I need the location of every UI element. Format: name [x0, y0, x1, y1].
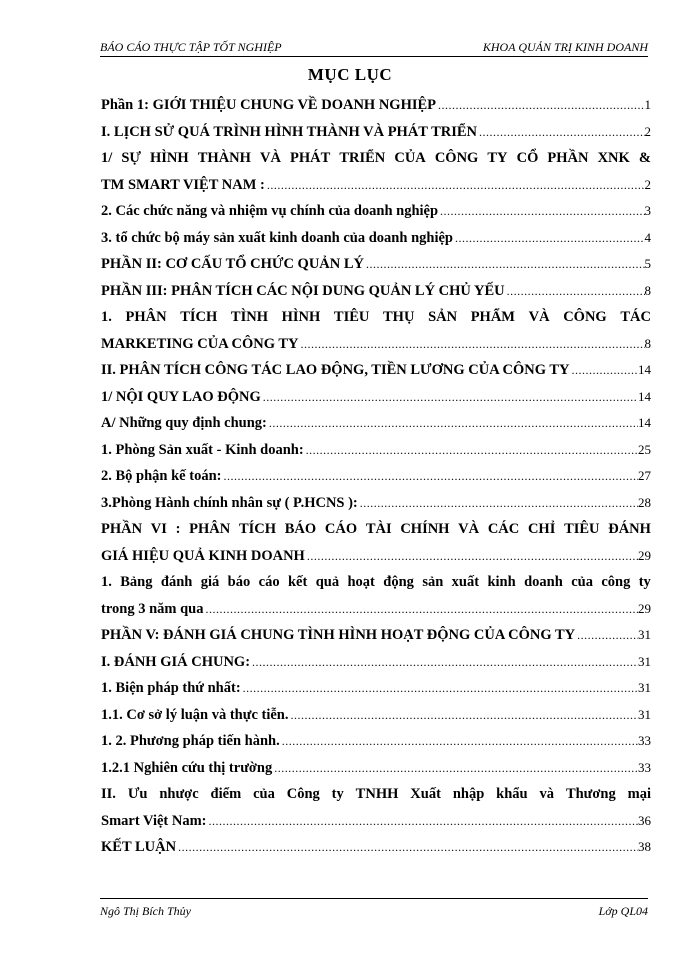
toc-entry-text: A/ Những quy định chung: [101, 415, 267, 431]
toc-entry-text: KẾT LUẬN [101, 839, 177, 855]
toc-word: của [571, 574, 593, 590]
toc-page-number: 8 [644, 282, 651, 298]
dot-leader [274, 755, 638, 782]
toc-page-number: 33 [638, 733, 651, 748]
toc-entry-text: TM SMART VIỆT NAM : [101, 176, 265, 193]
toc-word: nhược [159, 786, 199, 802]
dot-leader [209, 808, 638, 835]
footer-class: Lớp QL04 [598, 904, 648, 918]
dot-leader [577, 622, 638, 649]
toc-word: THÀNH [197, 150, 251, 166]
toc-word: CỦA [394, 150, 426, 166]
toc-word: Thương [565, 786, 616, 802]
toc-word: cáo [258, 574, 280, 590]
toc-entry-text: MARKETING CỦA CÔNG TY [101, 335, 299, 352]
toc-page-number: 36 [638, 812, 651, 828]
dot-leader [252, 649, 638, 676]
toc-page-number: 14 [638, 415, 651, 430]
toc-entry-text: 1.2.1 Nghiên cứu thị trường [101, 759, 273, 776]
toc-entry-text: II. PHÂN TÍCH CÔNG TÁC LAO ĐỘNG, TIỀN LƯƠNG CỦA CÔNG TY [101, 362, 570, 378]
toc-word: khẩu [496, 786, 528, 802]
dot-leader [507, 278, 645, 305]
dot-leader [178, 834, 638, 861]
toc-word: PHẦN [101, 521, 143, 537]
toc-entry[interactable] [101, 198, 651, 225]
toc-word: PHÁT [290, 150, 331, 166]
toc-entry-text: Phần 1: GIỚI THIỆU CHUNG VỀ DOANH NGHIỆP [101, 97, 437, 113]
dot-leader [479, 119, 644, 146]
toc-word: VÀ [528, 309, 550, 325]
dot-leader [282, 728, 638, 755]
toc-word: điểm [210, 786, 242, 802]
toc-word: SỰ [121, 150, 141, 166]
toc-word: HÌNH [281, 309, 321, 325]
footer-author: Ngô Thị Bích Thủy [100, 904, 192, 918]
toc-entry[interactable] [101, 437, 651, 464]
dot-leader [301, 331, 645, 358]
toc-entry-text: 1.1. Cơ sở lý luận và thực tiễn. [101, 706, 289, 723]
toc-entry-text: 3.Phòng Hành chính nhân sự ( P.HCNS ): [101, 494, 358, 511]
toc-word: & [638, 150, 651, 166]
dot-leader [306, 437, 638, 464]
toc-entry[interactable] [101, 357, 651, 384]
toc-entry-text: I. ĐÁNH GIÁ CHUNG: [101, 653, 251, 670]
toc-word: TIÊU [333, 309, 370, 325]
toc-page-number: 31 [638, 706, 651, 722]
toc-word: 1. [101, 309, 112, 325]
toc-entry-text: Smart Việt Nam: [101, 812, 207, 829]
toc-word: XNK [597, 150, 630, 166]
toc-word: đánh [160, 574, 193, 590]
toc-word: động [383, 574, 414, 590]
toc-word: TÀI [365, 521, 392, 537]
toc-word: TIÊU [564, 521, 600, 537]
dot-leader [440, 198, 644, 225]
toc-entry-text: 2. Bộ phận kế toán: [101, 468, 222, 484]
toc-entry[interactable] [101, 384, 651, 411]
toc-word: CÁC [487, 521, 520, 537]
toc-page-number: 27 [638, 468, 651, 483]
toc-entry-text: 2. Các chức năng và nhiệm vụ chính của doanh nghiệp [101, 203, 439, 219]
dot-leader [360, 490, 638, 517]
toc-page-number: 25 [638, 441, 651, 457]
toc-entry[interactable] [101, 490, 651, 517]
toc-entry[interactable] [101, 516, 651, 569]
toc-word: VÀ [259, 150, 281, 166]
toc-word: của [253, 786, 275, 802]
toc-entry[interactable] [101, 251, 651, 278]
dot-leader [572, 357, 639, 384]
toc-word: CÁO [324, 521, 358, 537]
toc-word: Ưu [127, 786, 148, 802]
toc-page-number: 31 [638, 680, 651, 695]
toc-entry-text: 1. 2. Phương pháp tiến hành. [101, 733, 280, 749]
toc-page-number: 14 [638, 362, 651, 377]
toc-word: doanh [524, 574, 563, 590]
toc-entry[interactable] [101, 755, 651, 782]
toc-entry[interactable] [101, 92, 651, 119]
toc-word: ty [331, 786, 344, 802]
toc-word: : [175, 521, 181, 537]
toc-page-number: 29 [638, 547, 651, 563]
toc-word: 1/ [101, 150, 113, 166]
toc-entry-text: 3. tổ chức bộ máy sản xuất kinh doanh của doanh nghiệp [101, 229, 453, 246]
toc-entry[interactable] [101, 649, 651, 676]
toc-word: VI [150, 521, 167, 537]
toc-entry-first-line [101, 516, 651, 543]
toc-word: TÍCH [180, 309, 218, 325]
toc-page-number: 14 [638, 388, 651, 404]
toc-page-number: 3 [644, 203, 651, 218]
toc-word: CÔNG [434, 150, 479, 166]
toc-word: BÁO [284, 521, 317, 537]
toc-word: báo [227, 574, 251, 590]
toc-word: TY [487, 150, 508, 166]
toc-entry[interactable] [101, 119, 651, 146]
dot-leader [243, 675, 638, 702]
toc-word: PHÂN [125, 309, 167, 325]
toc-entry[interactable] [101, 145, 651, 198]
toc-word: kinh [487, 574, 516, 590]
header-report-title: BÁO CÁO THỰC TẬP TỐT NGHIỆP [100, 40, 282, 54]
toc-word: hoạt [347, 574, 375, 590]
toc-page-number: 5 [644, 256, 651, 271]
toc-title: MỤC LỤC [307, 65, 393, 84]
dot-leader [438, 92, 644, 119]
toc-word: ĐÁNH [608, 521, 651, 537]
toc-word: kết [287, 574, 308, 590]
toc-page-number: 33 [638, 759, 651, 775]
toc-entry-first-line [101, 145, 651, 172]
dot-leader [263, 384, 638, 411]
toc-word: TRIỂN [339, 150, 386, 166]
dot-leader [291, 702, 639, 729]
toc-word: Bảng [120, 574, 153, 590]
toc-entry[interactable] [101, 675, 651, 702]
toc-entry[interactable] [101, 569, 651, 622]
toc-word: nhập [452, 786, 485, 802]
toc-word: ty [638, 574, 651, 590]
toc-entry[interactable] [101, 702, 651, 729]
dot-leader [267, 172, 645, 199]
toc-page-number: 31 [638, 627, 651, 642]
toc-word: VÀ [458, 521, 480, 537]
toc-page-number: 1 [644, 97, 651, 112]
toc-word: 1. [101, 574, 112, 590]
toc-page-number: 2 [644, 123, 651, 139]
toc-word: xuất [451, 574, 480, 590]
toc-word: sản [422, 574, 444, 590]
toc-entry-text: PHẦN V: ĐÁNH GIÁ CHUNG TÌNH HÌNH HOẠT ĐỘNG CỦA CÔNG TY [101, 627, 576, 643]
toc-entry-text: 1. Phòng Sản xuất - Kinh doanh: [101, 441, 304, 458]
toc-entry[interactable] [101, 728, 651, 755]
toc-entry[interactable] [101, 278, 651, 305]
toc-word: CHÍNH [400, 521, 450, 537]
toc-word: và [539, 786, 555, 802]
page-footer [100, 898, 648, 921]
toc-entry-first-line [101, 781, 651, 808]
toc-word: SẢN [428, 309, 458, 325]
toc-word: CHỈ [527, 521, 556, 537]
toc-entry-text: I. LỊCH SỬ QUÁ TRÌNH HÌNH THÀNH VÀ PHÁT TRIỂN [101, 123, 478, 140]
toc-word: mại [627, 786, 651, 802]
toc-word: HÌNH [150, 150, 189, 166]
dot-leader [366, 251, 644, 278]
toc-entry-first-line [101, 304, 651, 331]
dot-leader [307, 543, 638, 570]
toc-word: Xuất [410, 786, 441, 802]
toc-entry[interactable] [101, 304, 651, 357]
toc-word: THỤ [383, 309, 415, 325]
toc-page-number: 2 [644, 176, 651, 192]
toc-page-number: 4 [644, 229, 651, 245]
toc-word: II. [101, 786, 116, 802]
toc-word: Công [286, 786, 320, 802]
toc-word: TNHH [355, 786, 399, 802]
toc-entry[interactable] [101, 410, 651, 437]
dot-leader [223, 463, 638, 490]
toc-word: công [601, 574, 631, 590]
header-faculty: KHOA QUẢN TRỊ KINH DOANH [482, 40, 648, 54]
toc-word: TÁC [620, 309, 651, 325]
toc-entry[interactable] [101, 622, 651, 649]
toc-page-number: 28 [638, 494, 651, 510]
page-header [100, 38, 648, 57]
toc-entry-text: PHẦN II: CƠ CẤU TỔ CHỨC QUẢN LÝ [101, 256, 365, 272]
toc-page-number: 38 [638, 839, 651, 854]
toc-page-number: 31 [638, 653, 651, 669]
toc-word: TÍCH [238, 521, 277, 537]
dot-leader [269, 410, 638, 437]
toc-entry[interactable] [101, 781, 651, 834]
toc-word: TÌNH [230, 309, 268, 325]
toc-entry[interactable] [101, 463, 651, 490]
toc-entry-text: GIÁ HIỆU QUẢ KINH DOANH [101, 547, 305, 564]
dot-leader [205, 596, 638, 623]
toc-entry-first-line [101, 569, 651, 596]
toc-word: PHÂN [189, 521, 231, 537]
toc-page-number: 8 [644, 335, 651, 351]
toc-word: giá [200, 574, 220, 590]
toc-word: CÔNG [563, 309, 607, 325]
toc-entry-text: 1. Biện pháp thứ nhất: [101, 680, 241, 696]
toc-word: CỔ [516, 150, 539, 166]
dot-leader [455, 225, 645, 252]
toc-word: PHẦN [547, 150, 589, 166]
toc-entry-text: trong 3 năm qua [101, 600, 204, 617]
table-of-contents [101, 92, 651, 861]
toc-word: quả [315, 574, 340, 590]
toc-entry[interactable] [101, 834, 651, 861]
toc-word: PHẨM [470, 309, 515, 325]
toc-entry-text: 1/ NỘI QUY LAO ĐỘNG [101, 388, 261, 405]
toc-entry-text: PHẦN III: PHÂN TÍCH CÁC NỘI DUNG QUẢN LÝ CHỦ YẾU [101, 282, 505, 299]
toc-page-number: 29 [638, 600, 651, 616]
toc-entry[interactable] [101, 225, 651, 252]
